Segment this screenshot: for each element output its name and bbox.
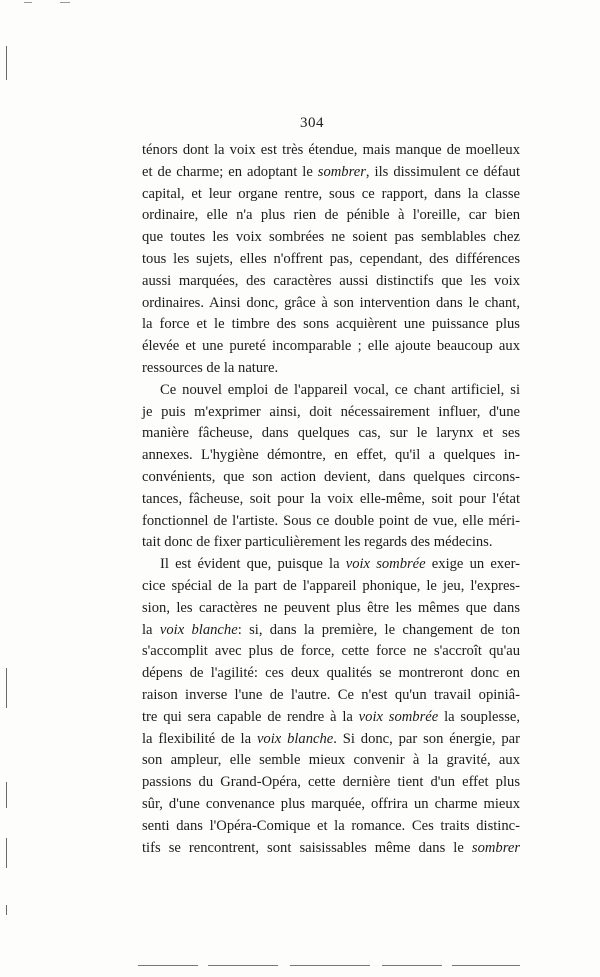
page-number: 304	[300, 115, 324, 131]
text-line: je puis m'exprimer ainsi, doit nécessairement influer, d'une	[142, 403, 520, 420]
scan-margin-mark	[6, 905, 7, 915]
text-line: la voix blanche: si, dans la première, le changement de ton	[142, 621, 520, 638]
scan-bottom-rule	[382, 965, 442, 966]
scan-bottom-rule	[138, 965, 198, 966]
scan-bottom-rule	[208, 965, 278, 966]
text-line: ténors dont la voix est très étendue, mais manque de moelleux	[142, 142, 520, 158]
text-line: fonctionnel de l'artiste. Sous ce double point de vue, elle méri-	[142, 512, 520, 529]
text-line: convénients, que son action devient, dans quelques circons-	[142, 468, 520, 485]
text-line: élevée et une pureté incomparable ; elle ajoute beaucoup aux	[142, 338, 520, 355]
text-line: son ampleur, elle semble mieux convenir à la gravité, aux	[142, 752, 520, 769]
text-line: passions du Grand-Opéra, cette dernière tient d'un effet plus	[142, 774, 520, 791]
text-line: dépens de l'agilité: ces deux qualités se montreront donc en	[142, 665, 520, 682]
text-line: tait donc de fixer particulièrement les regards des médecins.	[142, 534, 493, 551]
scan-speck	[60, 2, 70, 3]
text-line: que toutes les voix sombrées ne soient pas semblables chez	[142, 229, 520, 246]
text-line: capital, et leur organe rentre, sous ce rapport, dans la classe	[142, 185, 520, 202]
text-line: ressources de la nature.	[142, 359, 279, 376]
text-line: ordinaire, elle n'a plus rien de pénible à l'oreille, car bien	[142, 207, 520, 224]
text-line: s'accomplit avec plus de force, cette force ne s'accroît qu'au	[142, 643, 520, 660]
body-text	[142, 140, 520, 859]
scan-bottom-rule	[452, 965, 520, 966]
text-line: tifs se rencontrent, sont saisissables même dans le sombrer	[142, 839, 520, 856]
scan-bottom-rule	[290, 965, 370, 966]
text-line: cice spécial de la part de l'appareil phonique, le jeu, l'expres-	[142, 577, 520, 594]
text-line: la force et le timbre des sons acquièrent une puissance plus	[142, 316, 520, 333]
text-line: Ce nouvel emploi de l'appareil vocal, ce chant artificiel, si	[160, 381, 520, 398]
text-line: sûr, d'une convenance plus marquée, offrira un charme mieux	[142, 795, 520, 812]
paragraph-2	[142, 380, 520, 554]
text-line: tre qui sera capable de rendre à la voix sombrée la souplesse,	[142, 708, 520, 725]
scan-margin-mark	[6, 668, 7, 708]
text-line: annexes. L'hygiène démontre, en effet, qu'il a quelques in-	[142, 447, 520, 464]
text-line: sion, les caractères ne peuvent plus être les mêmes que dans	[142, 599, 520, 616]
text-line: et de charme; en adoptant le sombrer, ils dissimulent ce défaut	[142, 163, 521, 180]
text-line: ordinaires. Ainsi donc, grâce à son intervention dans le chant,	[142, 294, 520, 311]
scan-margin-mark	[6, 838, 7, 868]
text-line: manière fâcheuse, dans quelques cas, sur le larynx et ses	[142, 425, 520, 442]
scan-speck	[24, 2, 32, 3]
scan-margin-mark	[6, 46, 7, 80]
text-line: tances, fâcheuse, soit pour la voix elle-même, soit pour l'état	[142, 490, 520, 507]
text-line: tous les sujets, elles n'offrent pas, cependant, des différences	[142, 250, 520, 267]
paragraph-3	[142, 554, 520, 859]
text-line: raison inverse l'une de l'autre. Ce n'est qu'un travail opiniâ-	[142, 686, 520, 703]
scan-margin-mark	[6, 782, 7, 808]
text-line: senti dans l'Opéra-Comique et la romance. Ces traits distinc-	[142, 817, 520, 834]
text-line: Il est évident que, puisque la voix sombrée exige un exer-	[160, 556, 521, 573]
text-line: la flexibilité de la voix blanche. Si donc, par son énergie, par	[142, 730, 521, 747]
paragraph-1	[142, 140, 520, 380]
text-line: aussi marquées, des caractères aussi distinctifs que les voix	[142, 272, 520, 289]
